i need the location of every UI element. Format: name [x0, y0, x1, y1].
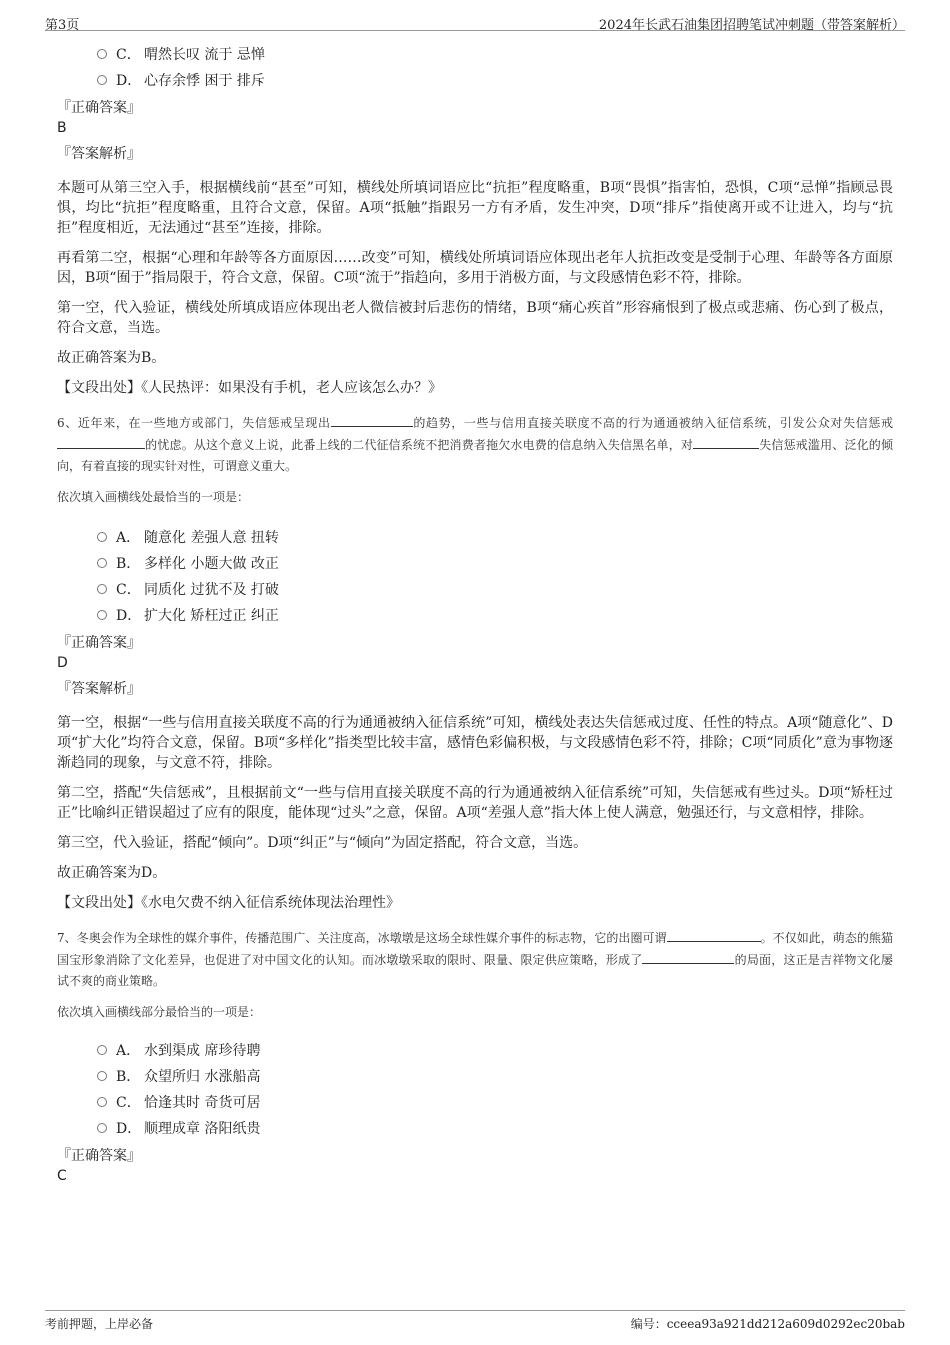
radio-icon[interactable]: [97, 49, 107, 59]
q5-answer: B: [57, 120, 67, 136]
option-key: D．: [116, 73, 142, 89]
option-text: 随意化 差强人意 扭转: [144, 530, 279, 546]
option-text: 同质化 过犹不及 打破: [144, 582, 279, 598]
answer-blank: [642, 949, 734, 964]
q6-analysis-label: 『答案解析』: [57, 681, 141, 697]
q7-option-b[interactable]: [97, 1064, 893, 1090]
q6-conclusion: 故正确答案为D。: [57, 865, 167, 881]
q7-option-c[interactable]: [97, 1090, 893, 1116]
q6-analysis-paragraph: 第二空，搭配“失信惩戒”，且根据前文“一些与信用直接关联度不高的行为通通被纳入征信系统”可知，失信惩戒有些过头。D项“矫枉过正”比喻纠正错误超过了应有的限度，能体现“过头”之意，保留。A项“差强人意”指大体上使人满意，勉强还行，与文意相悖，排除。: [57, 785, 893, 821]
option-key: C．: [116, 1095, 141, 1111]
q5-options: [97, 42, 893, 94]
q6-stem-part: 的忧虑。从这个意义上说，此番上线的二代征信系统不把消费者拖欠水电费的信息纳入失信黑名单，对: [145, 438, 694, 452]
option-key: A．: [116, 1043, 141, 1059]
answer-blank: [693, 434, 759, 449]
option-key: B．: [116, 1069, 141, 1085]
option-text: 众望所归 水涨船高: [144, 1069, 261, 1085]
q5-analysis-paragraph: 第一空，代入验证，横线处所填成语应体现出老人微信被封后悲伤的情绪，B项“痛心疾首”形容痛恨到了极点或悲痛、伤心到了极点，符合文意，当选。: [57, 300, 893, 336]
q7-answer-label: 『正确答案』: [57, 1148, 141, 1164]
q7-stem-part: 的局面，这正是吉祥物文化屡试不爽的商业策略。: [57, 953, 893, 988]
q7-options: [97, 1038, 893, 1142]
q5-analysis-paragraph: 本题可从第三空入手，根据横线前“甚至”可知，横线处所填词语应比“抗拒”程度略重，B项“畏惧”指害怕，恐惧，C项“忌惮”指顾忌畏惧，均比“抗拒”程度略重，且符合文意，保留。A项“抵触”指跟另一方有矛盾，发生冲突，D项“排斥”指使离开或不让进入，均与“抗拒”程度相近，无法通过“甚至”连接，排除。: [57, 180, 893, 236]
q7-option-a[interactable]: [97, 1038, 893, 1064]
q6-option-c[interactable]: [97, 577, 893, 603]
q6-stem-part: 的趋势，一些与信用直接关联度不高的行为通通被纳入征信系统，引发公众对失信惩戒: [412, 416, 893, 430]
option-key: C．: [116, 582, 141, 598]
q5-answer-label: 『正确答案』: [57, 100, 141, 116]
q5-source: 【文段出处】《人民热评：如果没有手机，老人应该怎么办？》: [57, 380, 442, 396]
q6-source: 【文段出处】《水电欠费不纳入征信系统体现法治理性》: [57, 895, 400, 911]
q6-option-d[interactable]: [97, 603, 893, 629]
option-text: 扩大化 矫枉过正 纠正: [144, 608, 279, 624]
q6-stem: [57, 412, 893, 477]
q6-analysis-paragraph: 第三空，代入验证，搭配“倾向”。D项“纠正”与“倾向”为固定搭配，符合文意，当选。: [57, 835, 588, 851]
q7-answer: C: [57, 1168, 67, 1184]
q6-prompt: 依次填入画横线处最恰当的一项是：: [57, 490, 250, 504]
radio-icon[interactable]: [97, 558, 107, 568]
page-header: [45, 8, 905, 31]
answer-blank: [667, 927, 761, 942]
q5-option-d[interactable]: [97, 68, 893, 94]
radio-icon[interactable]: [97, 584, 107, 594]
radio-icon[interactable]: [97, 532, 107, 542]
option-text: 喟然长叹 流于 忌惮: [144, 47, 265, 63]
q7-stem: [57, 927, 893, 992]
option-text: 顺理成章 洛阳纸贵: [144, 1121, 261, 1137]
radio-icon[interactable]: [97, 1123, 107, 1133]
q6-options: [97, 525, 893, 629]
q7-stem-part: 。不仅如此，萌态的熊猫国宝形象消除了文化差异，也促进了对中国文化的认知。而冰墩墩采取的限时、限量、限定供应策略，形成了: [57, 931, 893, 967]
q5-conclusion: 故正确答案为B。: [57, 350, 166, 366]
option-text: 心存余悸 困于 排斥: [144, 73, 265, 89]
document-id: 编号：cceea93a921dd212a609d0292ec20bab: [630, 1317, 905, 1331]
option-text: 水到渠成 席珍待聘: [144, 1043, 261, 1059]
option-text: 多样化 小题大做 改正: [144, 556, 279, 572]
q5-analysis-label: 『答案解析』: [57, 146, 141, 162]
footer-slogan: 考前押题，上岸必备: [45, 1317, 154, 1331]
page-footer: [45, 1310, 905, 1341]
radio-icon[interactable]: [97, 1097, 107, 1107]
radio-icon[interactable]: [97, 1045, 107, 1055]
q7-prompt: 依次填入画横线部分最恰当的一项是：: [57, 1005, 262, 1019]
q6-option-b[interactable]: [97, 551, 893, 577]
q6-analysis-paragraph: 第一空，根据“一些与信用直接关联度不高的行为通通被纳入征信系统”可知，横线处表达失信惩戒过度、任性的特点。A项“随意化”、D项“扩大化”均符合文意，保留。B项“多样化”指类型比较丰富，感情色彩偏积极，与文段感情色彩不符，排除；C项“同质化”意为事物逐渐趋同的现象，与文意不符，排除。: [57, 715, 893, 771]
q6-stem-part: 6、近年来，在一些地方或部门，失信惩戒呈现出: [57, 416, 331, 430]
q6-answer: D: [57, 655, 68, 671]
answer-blank: [57, 434, 145, 449]
q5-option-c[interactable]: [97, 42, 893, 68]
option-key: A．: [116, 530, 141, 546]
option-key: C．: [116, 47, 141, 63]
main-content: [57, 42, 893, 1192]
option-key: D．: [116, 608, 142, 624]
radio-icon[interactable]: [97, 75, 107, 85]
q6-stem-part: 失信惩戒滥用、泛化的倾向，有着直接的现实针对性，可谓意义重大。: [57, 438, 893, 473]
q7-option-d[interactable]: [97, 1116, 893, 1142]
option-text: 恰逢其时 奇货可居: [144, 1095, 261, 1111]
q5-analysis-paragraph: 再看第二空，根据“心理和年龄等各方面原因……改变”可知，横线处所填词语应体现出老年人抗拒改变是受制于心理、年龄等各方面原因，B项“囿于”指局限于，符合文意，保留。C项“流于”指趋向，多用于消极方面，与文段感情色彩不符，排除。: [57, 250, 893, 286]
radio-icon[interactable]: [97, 610, 107, 620]
q6-option-a[interactable]: [97, 525, 893, 551]
document-title: 2024年长武石油集团招聘笔试冲刺题（带答案解析）: [598, 18, 905, 33]
radio-icon[interactable]: [97, 1071, 107, 1081]
q6-answer-label: 『正确答案』: [57, 635, 141, 651]
page-number: 第3页: [45, 18, 80, 33]
answer-blank: [331, 412, 413, 427]
option-key: D．: [116, 1121, 142, 1137]
q7-stem-part: 7、冬奥会作为全球性的媒介事件，传播范围广、关注度高，冰墩墩是这场全球性媒介事件的标志物，它的出圈可谓: [57, 931, 667, 945]
option-key: B．: [116, 556, 141, 572]
